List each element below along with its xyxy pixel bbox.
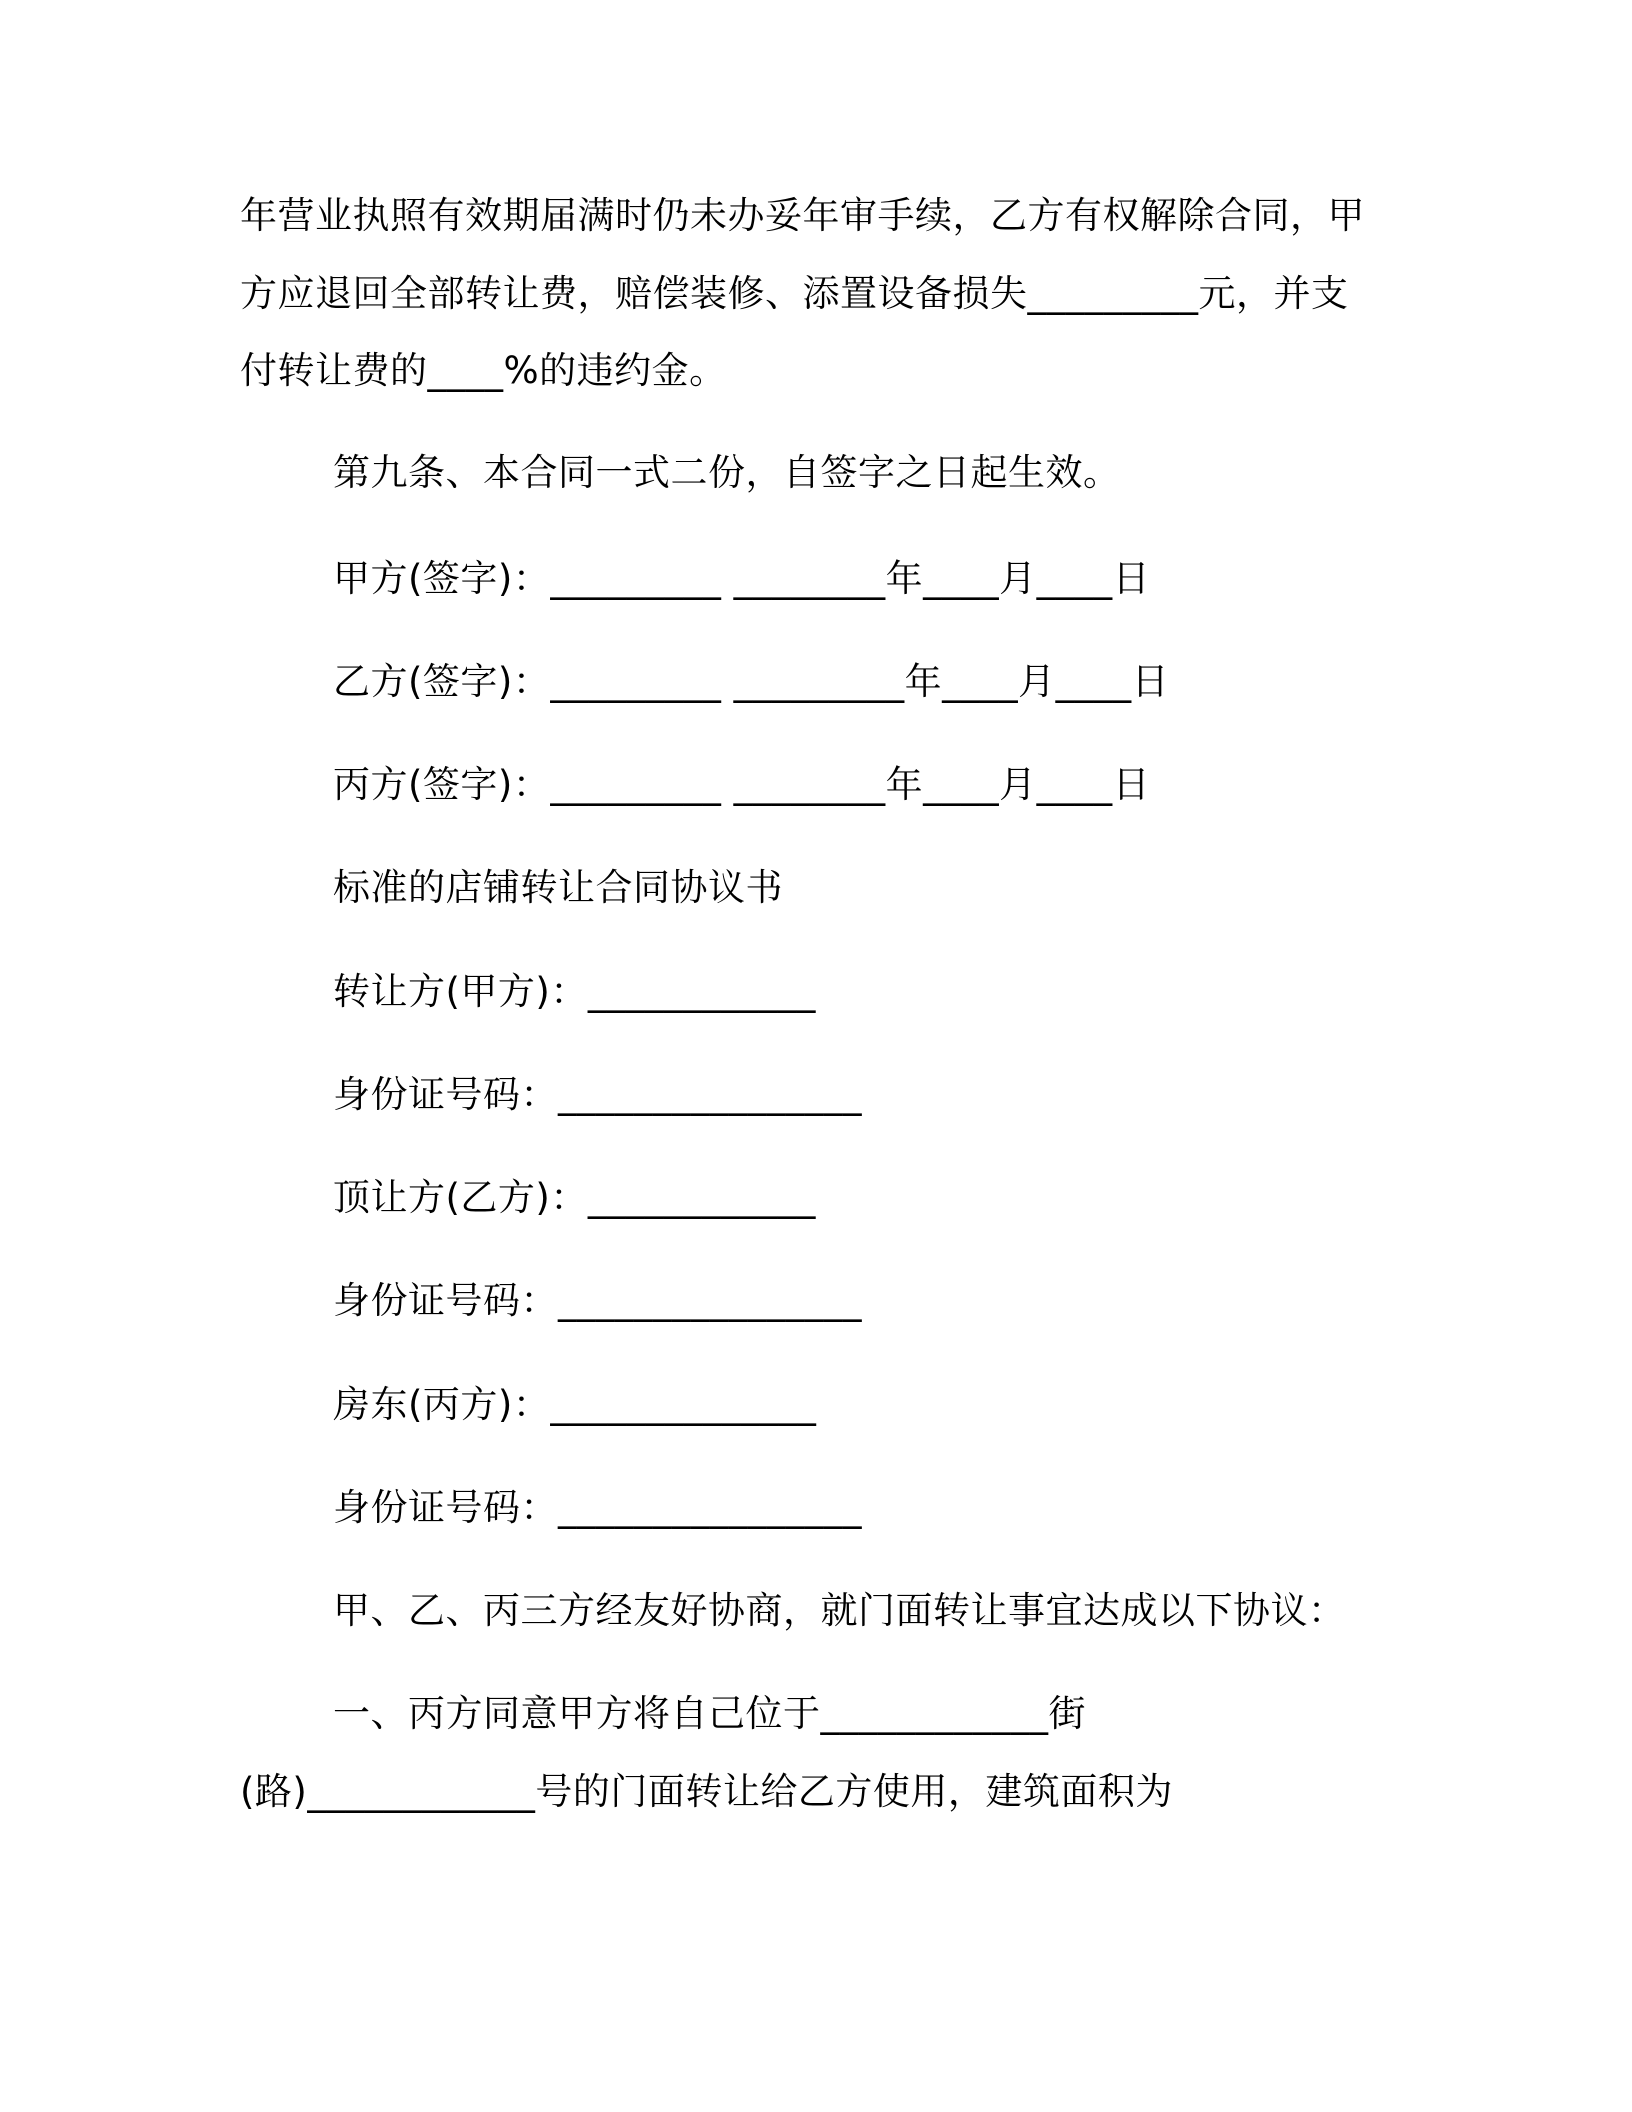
transferee-field-line: 顶让方(乙方)：____________: [333, 1176, 816, 1219]
transferor-field-line: 转让方(甲方)：____________: [333, 970, 816, 1013]
paragraph-line: 方应退回全部转让费，赔偿装修、添置设备损失_________元，并支: [240, 272, 1349, 315]
landlord-id-field-line: 身份证号码：________________: [333, 1486, 862, 1529]
transferor-id-field-line: 身份证号码：________________: [333, 1073, 862, 1116]
agreement-intro-line: 甲、乙、丙三方经友好协商，就门面转让事宜达成以下协议：: [333, 1589, 1346, 1632]
article-nine-line: 第九条、本合同一式二份，自签字之日起生效。: [333, 451, 1121, 494]
paragraph-line: 年营业执照有效期届满时仍未办妥年审手续，乙方有权解除合同，甲: [240, 194, 1365, 237]
paragraph-line: 付转让费的____%的违约金。: [240, 349, 727, 392]
clause-one-continuation-line: (路)____________号的门面转让给乙方使用，建筑面积为: [240, 1770, 1173, 1813]
clause-one-line: 一、丙方同意甲方将自己位于____________街: [333, 1692, 1086, 1735]
landlord-field-line: 房东(丙方)：______________: [333, 1383, 817, 1426]
transferee-id-field-line: 身份证号码：________________: [333, 1279, 862, 1322]
party-a-signature-line: 甲方(签字)：_________ ________年____月____日: [333, 557, 1151, 600]
party-b-signature-line: 乙方(签字)：_________ _________年____月____日: [333, 660, 1170, 703]
party-c-signature-line: 丙方(签字)：_________ ________年____月____日: [333, 763, 1151, 806]
document-title: 标准的店铺转让合同协议书: [333, 866, 783, 909]
